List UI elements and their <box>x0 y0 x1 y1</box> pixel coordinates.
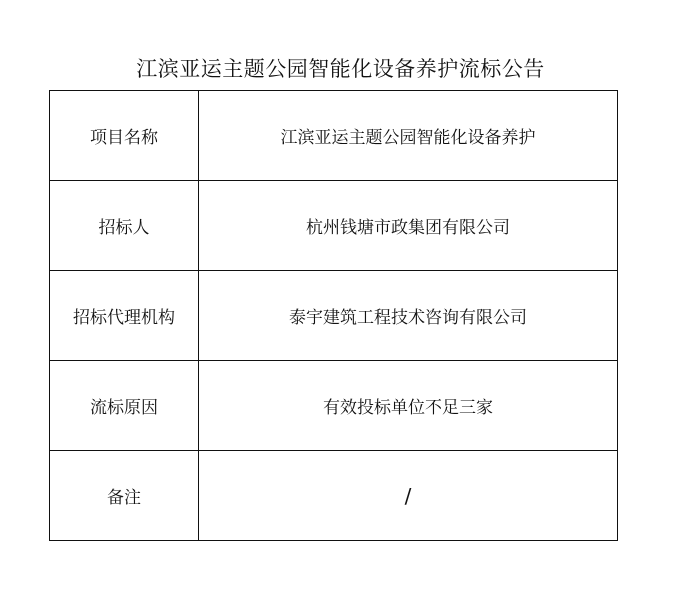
row-label-tenderer: 招标人 <box>50 181 199 271</box>
document-title: 江滨亚运主题公园智能化设备养护流标公告 <box>136 57 545 81</box>
table-row-failure-reason <box>50 361 618 451</box>
row-value-agency: 泰宇建筑工程技术咨询有限公司 <box>199 271 618 361</box>
table-row-remarks <box>50 451 618 541</box>
table-row-project-name <box>50 91 618 181</box>
row-value-tenderer: 杭州钱塘市政集团有限公司 <box>199 181 618 271</box>
row-value-failure-reason: 有效投标单位不足三家 <box>199 361 618 451</box>
row-label-remarks: 备注 <box>50 451 199 541</box>
row-label-agency: 招标代理机构 <box>50 271 199 361</box>
notice-table <box>49 90 618 541</box>
table-row-agency <box>50 271 618 361</box>
row-label-project-name: 项目名称 <box>50 91 199 181</box>
row-value-remarks: / <box>199 451 618 541</box>
table-row-tenderer <box>50 181 618 271</box>
row-label-failure-reason: 流标原因 <box>50 361 199 451</box>
row-value-project-name: 江滨亚运主题公园智能化设备养护 <box>199 91 618 181</box>
